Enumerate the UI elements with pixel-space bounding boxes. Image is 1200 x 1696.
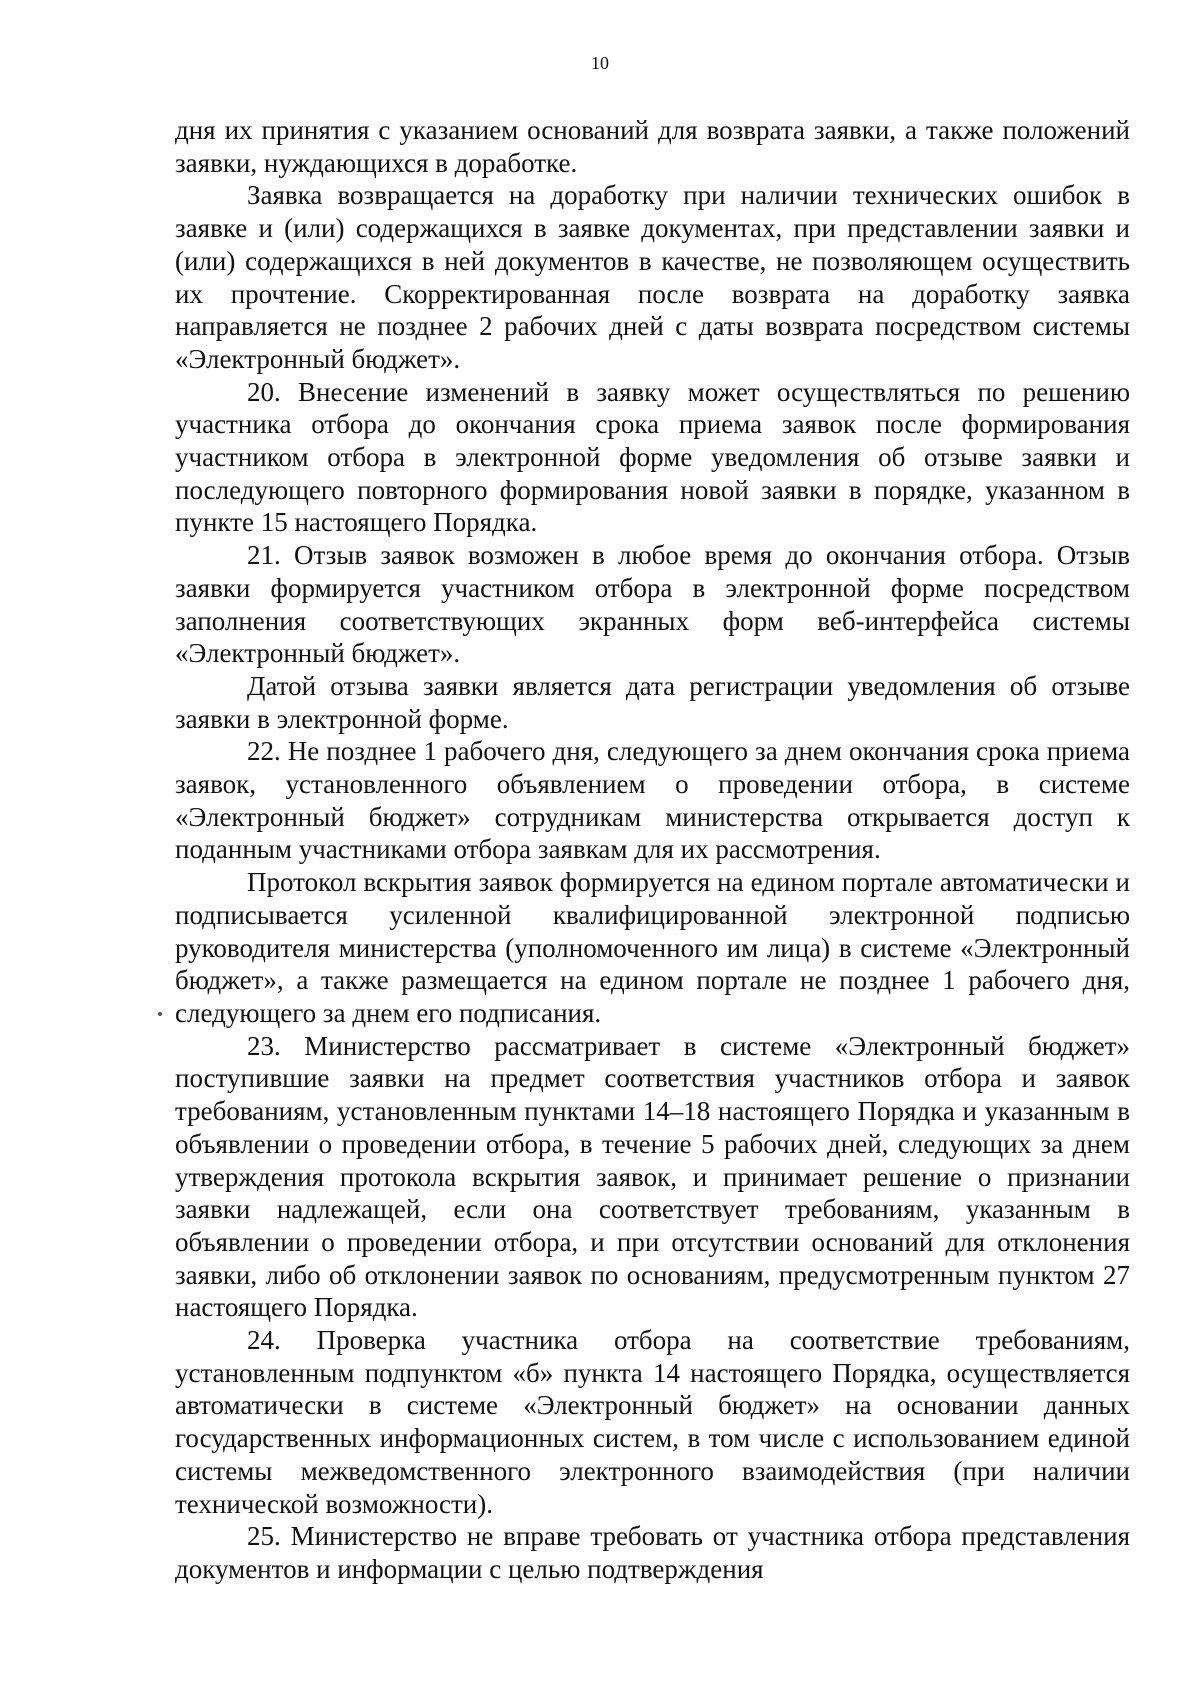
margin-mark [158,1012,162,1016]
paragraph-p-21: 21. Отзыв заявок возможен в любое время до окончания отбора. Отзыв заявки формируется участником отбора в электронной форме посредством заполнения соответствующих экранных форм веб-интерфейса системы «Электронный бюджет». [175,540,1130,669]
paragraph-p-23: 23. Министерство рассматривает в системе «Электронный бюджет» поступившие заявки на предмет соответствия участников отбора и заявок требованиям, установленным пунктами 14–18 настоящего Порядка и указанным в объявлении о проведении отбора, в течение 5 рабочих дней, следующих за днем утверждения протокола вскрытия заявок, и принимает решение о признании заявки надлежащей, если она соответствует требованиям, указанным в объявлении о проведении отбора, и при отсутствии оснований для отклонения заявки, либо об отклонении заявок по основаниям, предусмотренным пунктом 27 настоящего Порядка. [175,1030,1130,1323]
paragraph-p-return: Заявка возвращается на доработку при наличии технических ошибок в заявке и (или) содержащихся в заявке документах, при представлении заявки и (или) содержащихся в ней документов в качестве, не позволяющем осуществить их прочтение. Скорректированная после возврата на доработку заявка направляется не позднее 2 рабочих дней с даты возврата посредством системы «Электронный бюджет». [175,180,1130,374]
document-body [175,114,1130,1586]
paragraph-p-21b: Датой отзыва заявки является дата регистрации уведомления об отзыве заявки в электронной форме. [175,670,1130,734]
paragraph-p-22b: Протокол вскрытия заявок формируется на едином портале автоматически и подписывается усиленной квалифицированной электронной подписью руководителя министерства (уполномоченного им лица) в системе «Электронный бюджет», а также размещается на едином портале не позднее 1 рабочего дня, следующего за днем его подписания. [175,867,1130,1028]
paragraph-p-22: 22. Не позднее 1 рабочего дня, следующего за днем окончания срока приема заявок, установленного объявлением о проведении отбора, в системе «Электронный бюджет» сотрудникам министерства открывается доступ к поданным участниками отбора заявкам для их рассмотрения. [175,736,1130,865]
paragraph-p-cont: дня их принятия с указанием оснований для возврата заявки, а также положений заявки, нуждающихся в доработке. [175,115,1130,178]
paragraph-p-20: 20. Внесение изменений в заявку может осуществляться по решению участника отбора до окончания срока приема заявок после формирования участником отбора в электронной форме уведомления об отзыве заявки и последующего повторного формирования новой заявки в порядке, указанном в пункте 15 настоящего Порядка. [175,376,1130,538]
paragraph-p-25: 25. Министерство не вправе требовать от участника отбора представления документов и информации с целью подтверждения [175,1521,1130,1584]
paragraph-p-24: 24. Проверка участника отбора на соответствие требованиям, установленным подпунктом «б» пункта 14 настоящего Порядка, осуществляется автоматически в системе «Электронный бюджет» на основании данных государственных информационных систем, в том числе с использованием единой системы межведомственного электронного взаимодействия (при наличии технической возможности). [175,1325,1130,1519]
page-number: 10 [591,53,609,73]
